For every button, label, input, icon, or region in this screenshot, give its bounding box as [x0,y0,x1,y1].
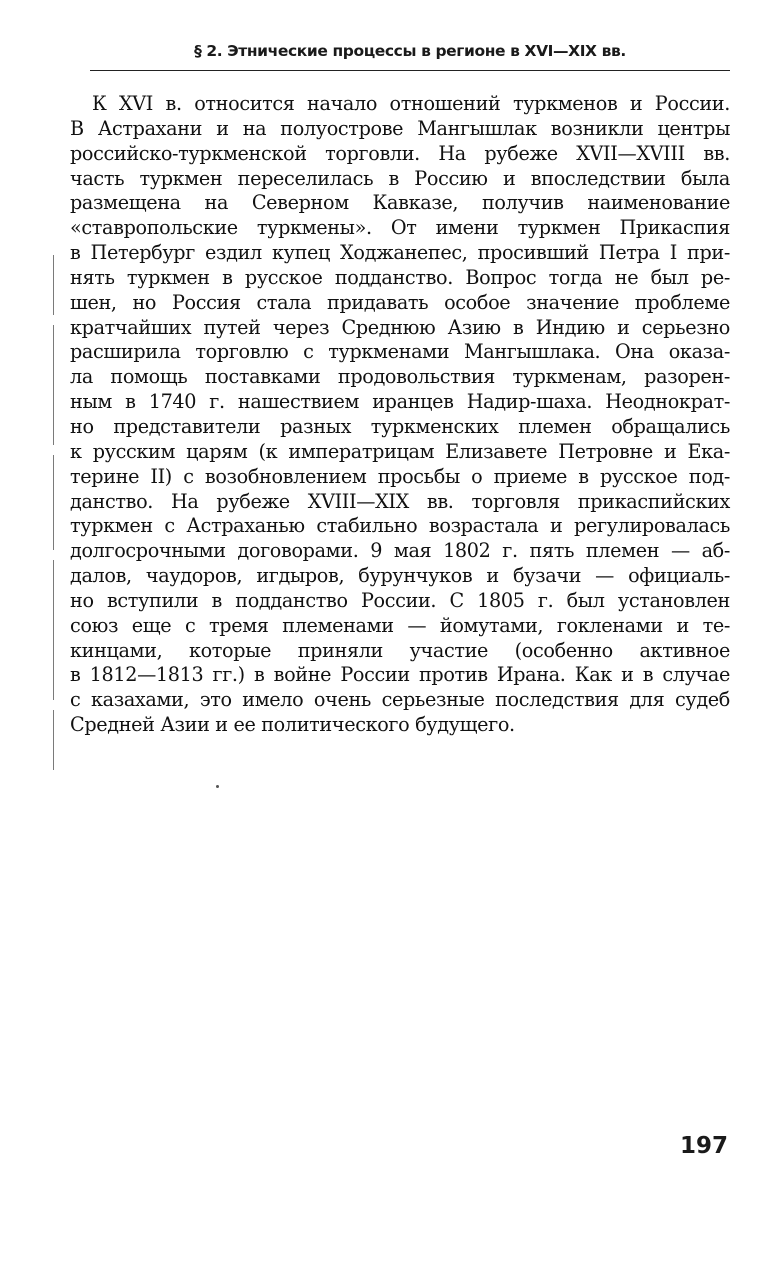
scan-margin-artifact [49,255,63,775]
text-line: размещена на Северном Кавказе, получив наименование [70,191,730,215]
text-line: шен, но Россия стала придавать особое значение проблеме [70,290,730,314]
text-line: терине II) с возобновлением просьбы о приеме в русское под- [70,464,730,488]
text-line: Средней Азии и ее политического будущего. [70,713,515,737]
text-line: в Петербург ездил купец Ходжанепес, просивший Петра I при- [70,241,730,265]
text-line: ным в 1740 г. нашествием иранцев Надир-шаха. Неоднократ- [70,390,730,414]
text-line: с казахами, это имело очень серьезные последствия для судеб [70,688,730,712]
scan-speck [216,785,219,788]
text-line: нять туркмен в русское подданство. Вопрос тогда не был ре- [70,265,730,289]
text-line: союз еще с тремя племенами — йомутами, гокленами и те- [70,613,730,637]
text-line: российско-туркменской торговли. На рубеже XVII—XVIII вв. [70,141,730,165]
text-line: ла помощь поставками продовольствия туркменам, разорен- [70,365,730,389]
page-number: 197 [679,1133,728,1159]
text-line: в 1812—1813 гг.) в войне России против Ирана. Как и в случае [70,663,730,687]
text-line: кратчайших путей через Среднюю Азию в Индию и серьезно [70,315,730,339]
running-header: § 2. Этнические процессы в регионе в XVI—XIX вв. [194,42,626,60]
text-line: расширила торговлю с туркменами Мангышлака. Она оказа- [70,340,730,364]
text-line: К XVI в. относится начало отношений туркменов и России. [92,92,730,115]
text-line: долгосрочными договорами. 9 мая 1802 г. пять племен — аб- [70,539,730,563]
text-line: «ставропольские туркмены». От имени туркмен Прикаспия [70,216,730,240]
text-line: далов, чаудоров, игдыров, бурунчуков и бузачи — официаль- [70,564,730,588]
header-rule [90,70,730,71]
text-line: данство. На рубеже XVIII—XIX вв. торговля прикаспийских [70,489,730,513]
text-line: туркмен с Астраханью стабильно возрастала и регулировалась [70,514,730,538]
text-line: часть туркмен переселилась в Россию и впоследствии была [70,166,730,190]
text-line: но вступили в подданство России. С 1805 г. был установлен [70,588,730,612]
text-line: к русским царям (к императрицам Елизавете Петровне и Ека- [70,439,730,463]
text-line: В Астрахани и на полуострове Мангышлак возникли центры [70,116,730,140]
body-paragraph [70,92,730,738]
text-line: кинцами, которые приняли участие (особенно активное [70,638,730,662]
text-line: но представители разных туркменских племен обращались [70,414,730,438]
